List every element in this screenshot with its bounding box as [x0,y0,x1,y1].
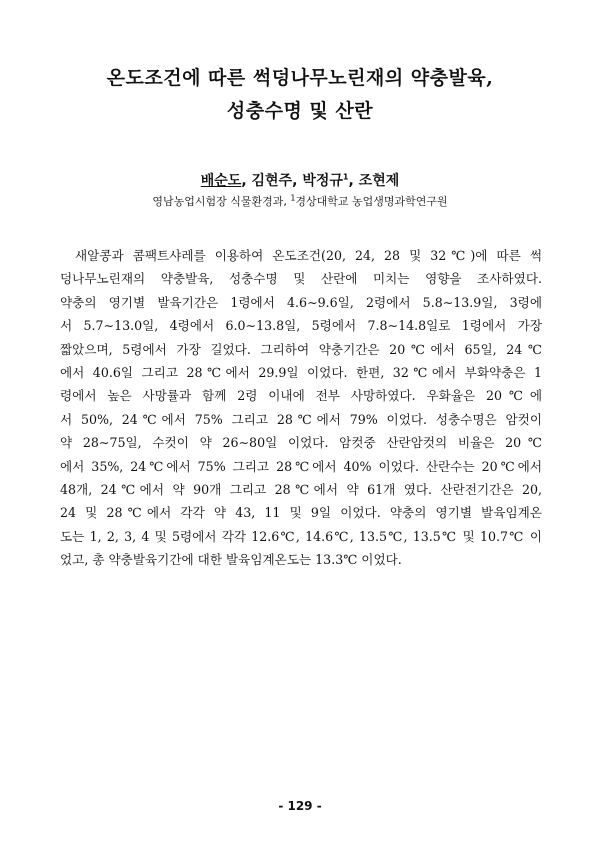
affiliation-secondary: 경상대학교 농업생명과학연구원 [295,195,448,208]
author-affiliation-mark: 1 [342,172,349,182]
abstract-line: 에서 40.6일 그리고 28℃에서 29.9일 이었다. 한편, 32℃에서 부화약충은 1 [60,364,542,380]
abstract-line: 령에서 높은 사망률과 함께 2령 이내에 전부 사망하였다. 우화율은 20℃에 [60,388,542,404]
abstract-line: 덩나무노린재의 약충발육, 성충수명 및 산란에 미치는 영향을 조사하였다. [60,271,542,287]
paper-title [40,62,560,128]
title-line-2: 성충수명 및 산란 [226,100,374,122]
author-list [40,170,560,190]
page-number: - 129 - [278,799,322,813]
abstract-line: 약충의 영기별 발육기간은 1령에서 4.6∼9.6일, 2령에서 5.8∼13.9일, 3령에 [60,294,542,310]
abstract-line: 서 50%, 24℃에서 75% 그리고 28℃에서 79% 이었다. 성충수명은 암컷이 [60,411,542,427]
author-separator: , [348,173,359,189]
abstract-line: 었고, 총 약충발육기간에 대한 발육임계온도는 13.3℃ 이었다. [60,552,402,568]
abstract-line: 서 5.7∼13.0일, 4령에서 6.0∼13.8일, 5령에서 7.8∼14.8일로 1령에서 가장 [60,318,542,334]
abstract-line: 48개, 24℃에서 약 90개 그리고 28℃에서 약 61개 였다. 산란전기간은 20, [60,481,542,497]
abstract-line: 약 28∼75일, 수컷이 약 26∼80일 이었다. 암컷중 산란암컷의 비율은 20℃ [60,435,542,451]
author-separator: , [241,173,252,189]
title-line-1: 온도조건에 따른 썩덩나무노린재의 약충발육, [106,67,494,89]
abstract-body [60,244,542,571]
affiliation-mark: 1 [290,193,296,203]
abstract-line: 짧았으며, 5령에서 가장 길었다. 그리하여 약충기간은 20℃에서 65일, 24℃ [60,341,542,357]
abstract-line: 새알콩과 콤팩트샤레를 이용하여 온도조건(20, 24, 28 및 32℃)에 따른 썩 [75,248,542,263]
author-name: 박정규 [302,173,343,189]
affiliation [40,193,560,209]
abstract-line: 도는 1, 2, 3, 4 및 5령에서 각각 12.6℃, 14.6℃, 13.5℃, 13.5℃ 및 10.7℃ 이 [60,528,542,544]
abstract-line: 24 및 28℃에서 각각 약 43, 11 및 9일 이었다. 약충의 영기별 발육임계온 [60,505,542,521]
author-name: 김현주 [251,173,293,189]
author-separator: , [292,173,303,189]
author-presenter: 배순도 [200,173,242,189]
affiliation-primary: 영남농업시험장 식물환경과, [152,195,291,208]
abstract-line: 에서 35%, 24℃에서 75% 그리고 28℃에서 40% 이었다. 산란수는 20℃에서 [60,458,542,474]
author-name: 조현제 [358,173,400,189]
